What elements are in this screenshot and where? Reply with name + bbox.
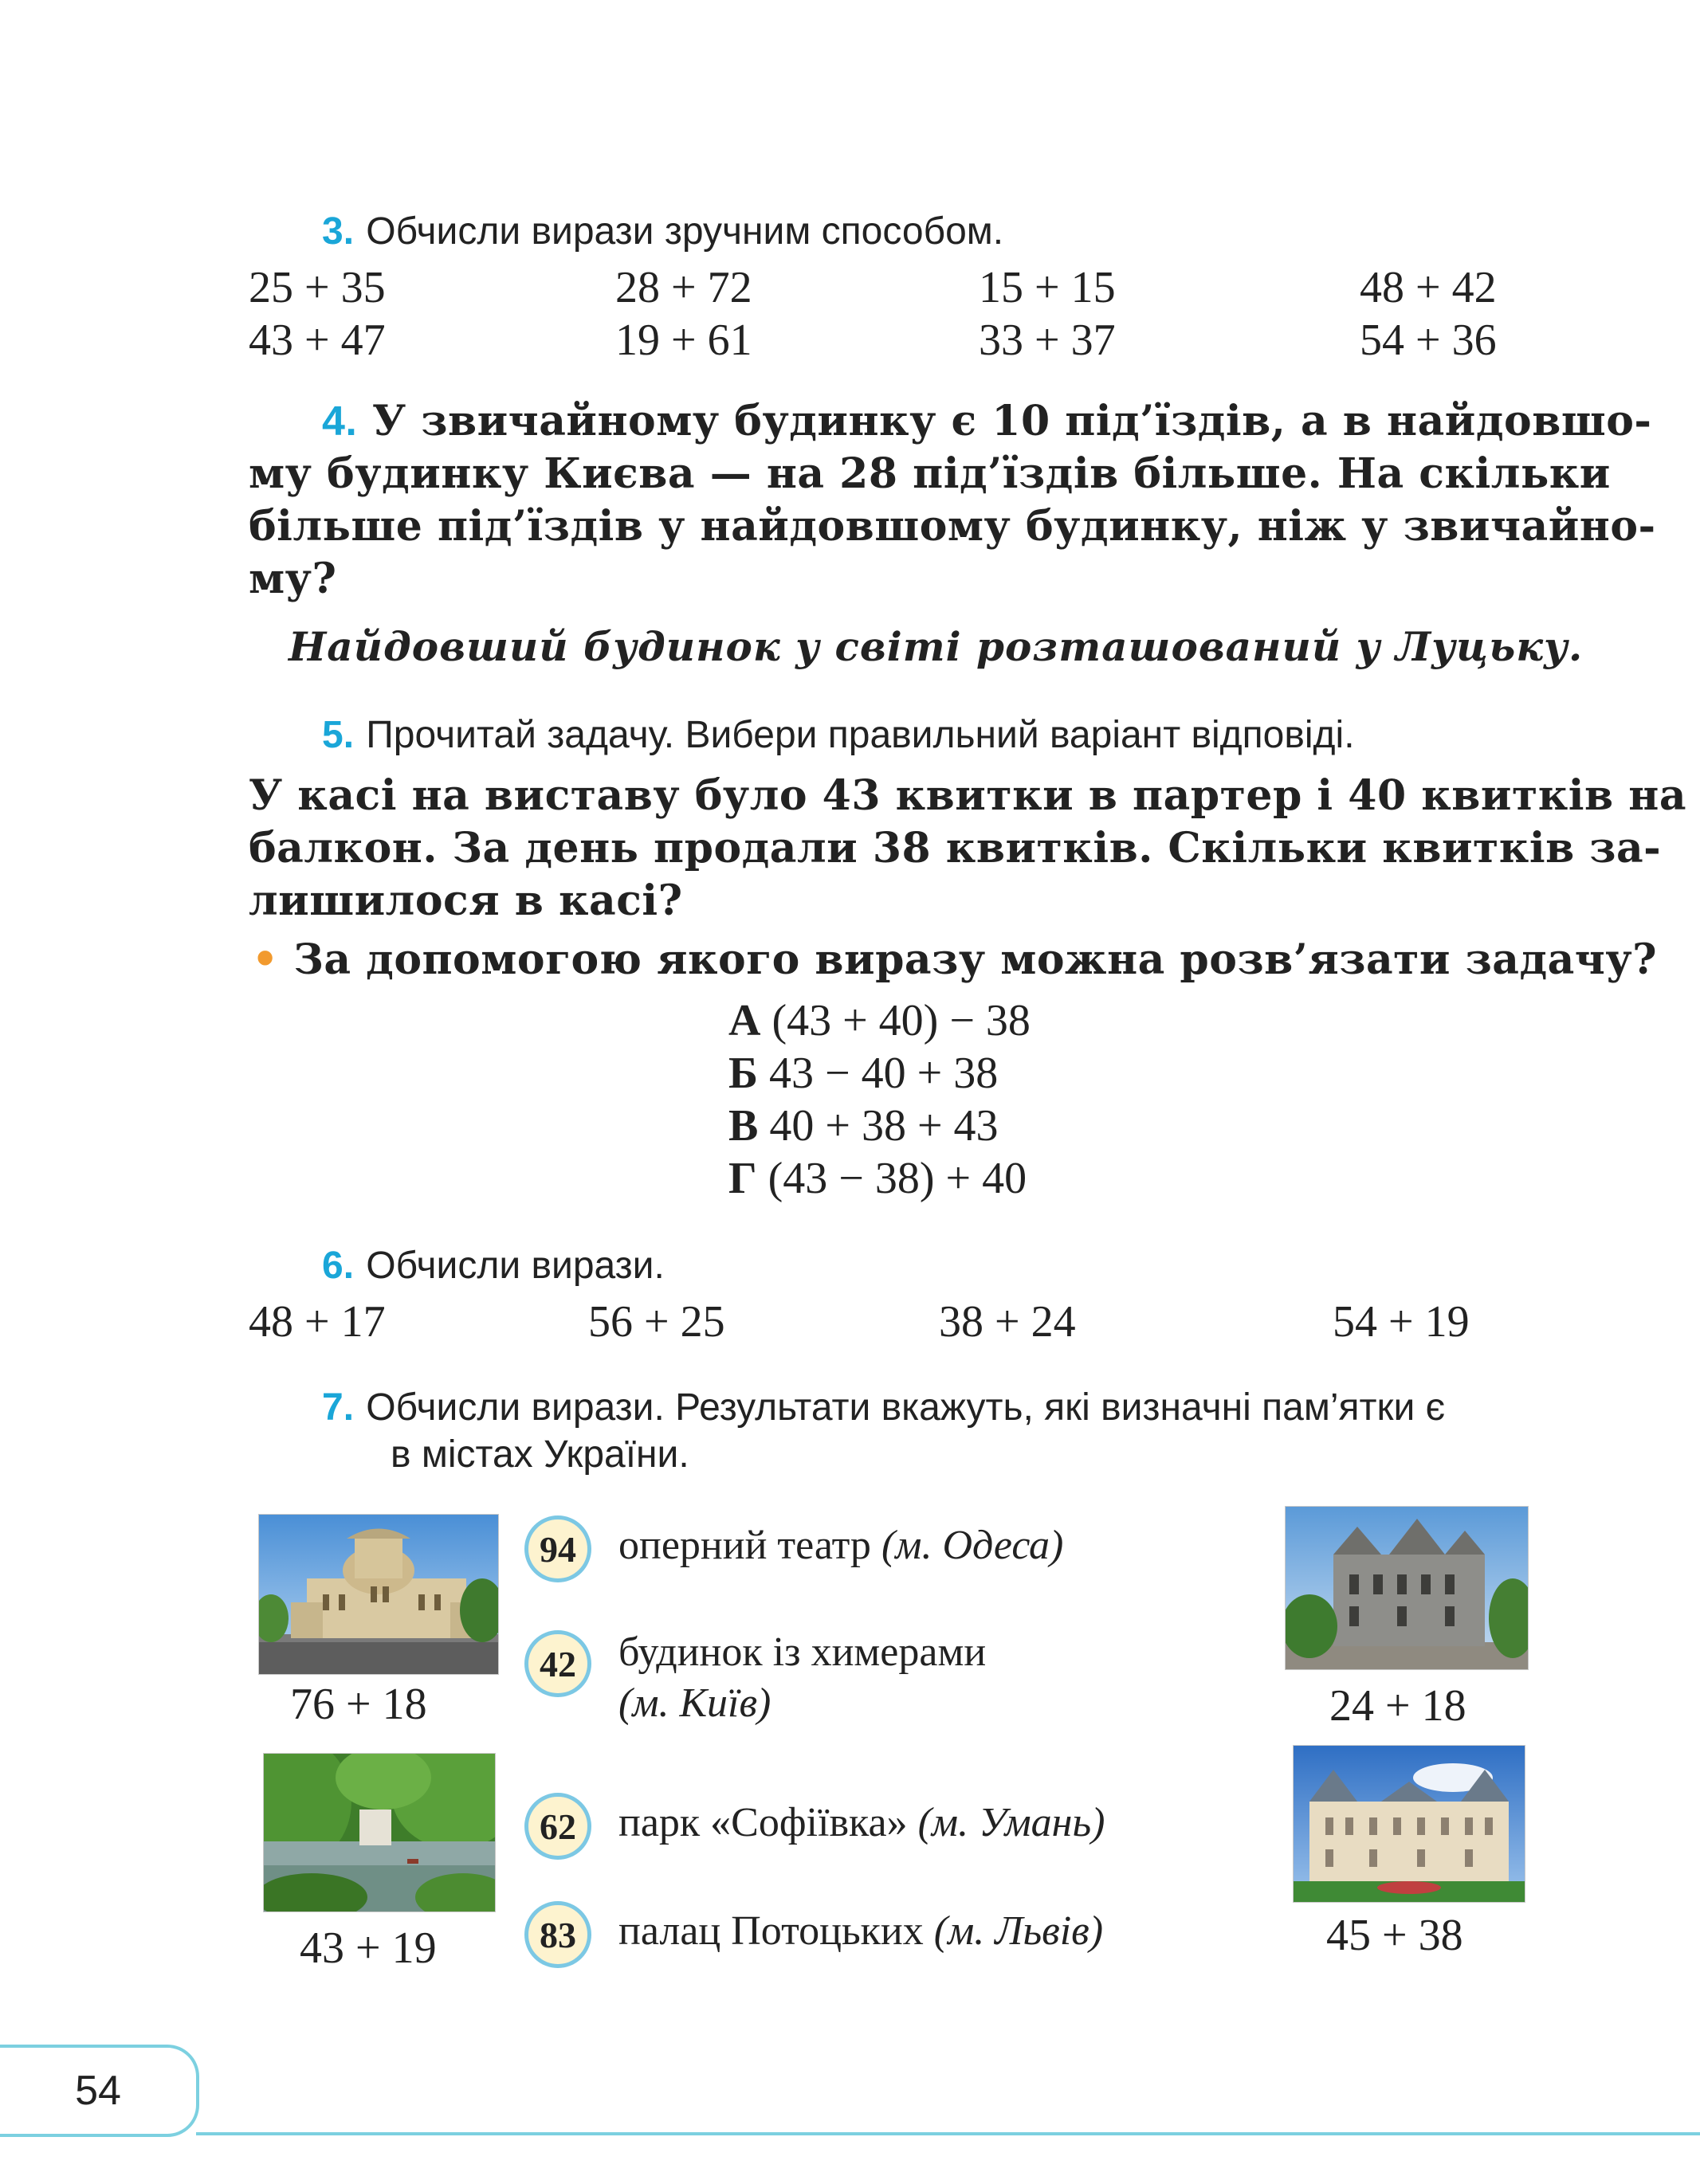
- task4-fact: Найдовший будинок у світі розташований у Луцьку.: [289, 623, 1584, 670]
- photo-expr: 24 + 18: [1329, 1681, 1466, 1731]
- task6-expr: 38 + 24: [939, 1297, 1076, 1347]
- task3-expr: 33 + 37: [979, 316, 1116, 365]
- task4-number: 4.: [322, 398, 358, 445]
- footer-divider: [196, 2132, 1700, 2135]
- task3-expr: 48 + 42: [1360, 263, 1497, 312]
- photo-potocki-palace: [1293, 1745, 1525, 1903]
- task3-expr: 15 + 15: [979, 263, 1116, 312]
- task7-number: 7.: [322, 1386, 355, 1429]
- task6-number: 6.: [322, 1245, 355, 1287]
- task3-number: 3.: [322, 210, 355, 253]
- task4-line-2: му будинку Києва — на 28 під’їздів більше. На скільки: [249, 449, 1611, 498]
- photo-expr: 43 + 19: [300, 1923, 437, 1973]
- task6-heading: [322, 1241, 665, 1290]
- task6-expr: 54 + 19: [1333, 1297, 1470, 1347]
- answer-badge: 94: [524, 1515, 591, 1582]
- task3-expr: 43 + 47: [249, 316, 386, 365]
- task3-expr: 25 + 35: [249, 263, 386, 312]
- task6-instruction: Обчисли вирази.: [366, 1245, 665, 1287]
- task3-heading: [322, 207, 1003, 256]
- task5-number: 5.: [322, 714, 355, 756]
- task4-line-4: му?: [249, 555, 337, 603]
- task3-instruction: Обчисли вирази зручним способом.: [366, 210, 1004, 253]
- sight-odesa: оперний театр (м. Одеса): [618, 1523, 1064, 1568]
- option-g: Г (43 − 38) + 40: [728, 1154, 1027, 1203]
- task5-line-3: лишилося в касі?: [249, 876, 683, 925]
- task3-expr: 54 + 36: [1360, 316, 1497, 365]
- task7-heading: [322, 1383, 1445, 1432]
- sight-lviv: палац Потоцьких (м. Львів): [618, 1908, 1104, 1954]
- photo-odesa-opera: [258, 1514, 499, 1675]
- photo-expr: 76 + 18: [290, 1680, 427, 1729]
- option-v: В 40 + 38 + 43: [728, 1101, 999, 1151]
- answer-badge: 62: [524, 1793, 591, 1860]
- answer-badge: 83: [524, 1901, 591, 1968]
- photo-chimaeras-house: [1285, 1506, 1529, 1670]
- task6-expr: 48 + 17: [249, 1297, 386, 1347]
- photo-sofiyivka-park: [263, 1753, 496, 1912]
- sight-kyiv: будинок із химерами (м. Київ): [618, 1629, 987, 1726]
- task5-instruction: Прочитай задачу. Вибери правильний варіант відповіді.: [366, 714, 1355, 756]
- task4-line-3: більше під’їздів у найдовшому будинку, ніж у звичайно-: [249, 502, 1656, 551]
- sight-uman: парк «Софіївка» (м. Умань): [618, 1800, 1105, 1845]
- task6-expr: 56 + 25: [588, 1297, 725, 1347]
- answer-badge: 42: [524, 1630, 591, 1697]
- option-a: А (43 + 40) − 38: [728, 996, 1031, 1045]
- task3-expr: 19 + 61: [615, 316, 752, 365]
- task3-expr: 28 + 72: [615, 263, 752, 312]
- task5-line-2: балкон. За день продали 38 квитків. Скільки квитків за-: [249, 824, 1662, 872]
- task4-line-1: 4. У звичайному будинку є 10 під’їздів, а в найдовшо-: [322, 397, 1652, 445]
- task5-line-1: У касі на виставу було 43 квитки в партер і 40 квитків на: [249, 771, 1687, 820]
- task7-instruction-2: в містах України.: [391, 1433, 689, 1476]
- bullet-icon: •: [252, 935, 279, 984]
- option-b: Б 43 − 40 + 38: [728, 1049, 999, 1098]
- task7-instruction-1: Обчисли вирази. Результати вкажуть, які визначні пам’ятки є: [366, 1386, 1446, 1429]
- photo-expr: 45 + 38: [1326, 1911, 1463, 1960]
- task5-question: • За допомогою якого виразу можна розв’язати задачу?: [252, 935, 1658, 984]
- page-number: 54: [0, 2045, 199, 2137]
- task5-heading: [322, 711, 1355, 759]
